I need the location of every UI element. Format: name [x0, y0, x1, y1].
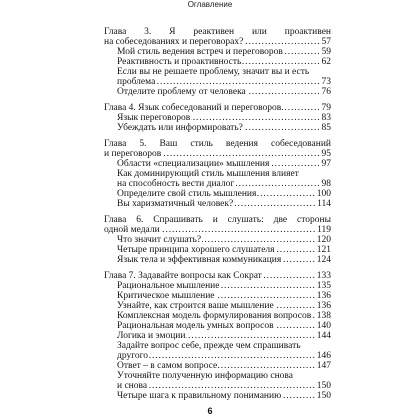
chapter-title-line: Глава 5. Ваш стиль ведения собеседований — [104, 139, 331, 149]
page-number: 97 — [321, 159, 331, 169]
section-title: Области «специализации» мышления — [117, 159, 270, 169]
chapter-title-row — [104, 149, 331, 159]
section-entry — [104, 371, 331, 391]
section-title: Определите свой стиль мышления — [117, 189, 257, 199]
dot-leader — [282, 255, 316, 265]
dot-leader — [161, 225, 316, 235]
page-number: 62 — [321, 57, 331, 67]
dot-leader — [235, 179, 320, 189]
page-number: 73 — [321, 77, 331, 87]
section-entry — [104, 199, 331, 209]
section-entry — [104, 47, 331, 57]
chapter-title-line: и переговоров — [104, 149, 162, 159]
page-number: 138 — [316, 311, 331, 321]
section-entry — [104, 291, 331, 301]
section-entry — [104, 255, 331, 265]
section-entry — [104, 311, 331, 321]
chapter-title-line: Глава 3. Я реактивен или проактивен — [104, 27, 331, 37]
chapter-title-line: Глава 6. Спрашивать и слушать: две стороны — [104, 215, 331, 225]
chapter-title-row — [104, 225, 331, 235]
section-title: Рациональное мышление — [117, 281, 220, 291]
section-title: Язык переговоров — [117, 113, 191, 123]
section-title: Критическое мышление — [117, 291, 215, 301]
section-title-line: Если вы не решаете проблему, значит вы и есть — [117, 67, 310, 77]
page-number: 147 — [316, 361, 331, 371]
running-head: Оглавление — [187, 0, 233, 9]
dot-leader — [148, 381, 316, 391]
dot-leader — [276, 245, 316, 255]
section-title-row — [117, 381, 331, 391]
section-title: Рациональная модель умных вопросов — [117, 321, 274, 331]
page-number: 120 — [316, 235, 331, 245]
dot-leader — [244, 123, 321, 133]
page-number: 57 — [321, 37, 331, 47]
chapter-entry — [104, 103, 331, 133]
chapter-title-row — [104, 37, 331, 47]
section-title: Мой стиль ведения встреч и переговоров — [117, 47, 283, 57]
table-of-contents — [104, 27, 331, 401]
section-title: Четыре шага к правильному пониманию — [117, 391, 282, 401]
dot-leader — [242, 57, 320, 67]
dot-leader — [275, 321, 316, 331]
section-entry — [104, 341, 331, 361]
section-entry — [104, 331, 331, 341]
dot-leader — [149, 351, 316, 361]
section-title-line: проблема — [117, 77, 156, 87]
page-folio-number: 6 — [207, 406, 213, 416]
page-number: 76 — [321, 87, 331, 97]
section-entry — [104, 57, 331, 67]
section-entry — [104, 245, 331, 255]
dot-leader — [275, 301, 316, 311]
page-number: 124 — [316, 255, 331, 265]
dot-leader — [216, 291, 316, 301]
chapter-title-line: Глава 7. Задавайте вопросы как Сократ — [104, 271, 262, 281]
page-number: 133 — [316, 271, 331, 281]
dot-leader — [218, 361, 316, 371]
dot-leader — [263, 271, 316, 281]
page-number: 98 — [321, 179, 331, 189]
page-number: 140 — [316, 321, 331, 331]
section-title-row — [117, 179, 331, 189]
section-title: Что значит слушать? — [117, 235, 202, 245]
section-entry — [104, 67, 331, 87]
section-entry — [104, 301, 331, 311]
page-number: 144 — [316, 331, 331, 341]
page-number: 83 — [321, 113, 331, 123]
chapter-title-row — [104, 103, 331, 113]
dot-leader — [156, 77, 320, 87]
page-number: 79 — [321, 103, 331, 113]
section-title-line: на способность вести диалог — [117, 179, 235, 189]
chapter-entry — [104, 27, 331, 97]
section-title: Узнайте, как строится ваше мышление — [117, 301, 274, 311]
section-entry — [104, 235, 331, 245]
dot-leader — [284, 47, 321, 57]
section-entry — [104, 169, 331, 189]
page-number: 135 — [316, 281, 331, 291]
page-number: 136 — [316, 291, 331, 301]
page-number: 100 — [316, 189, 331, 199]
chapter-entry — [104, 139, 331, 209]
section-title: Отделите проблему от человека — [117, 87, 246, 97]
section-entry — [104, 113, 331, 123]
page-number: 119 — [317, 225, 331, 235]
section-entry — [104, 391, 331, 401]
dot-leader — [234, 199, 316, 209]
page-number: 150 — [316, 391, 331, 401]
dot-leader — [162, 149, 320, 159]
section-title: Язык тела и эффективная коммуникация — [117, 255, 282, 265]
page-number: 121 — [316, 245, 331, 255]
page-number: 136 — [316, 301, 331, 311]
page-number: 150 — [316, 381, 331, 391]
dot-leader — [247, 87, 321, 97]
section-title: Ответ – в самом вопросе — [117, 361, 218, 371]
section-title-row — [117, 77, 331, 87]
section-entry — [104, 361, 331, 371]
section-entry — [104, 281, 331, 291]
section-entry — [104, 321, 331, 331]
chapter-title-line: одной медали — [104, 225, 160, 235]
page-number: 114 — [317, 199, 331, 209]
chapter-title-row — [104, 271, 331, 281]
section-title-line: другого — [117, 351, 149, 361]
page-number: 85 — [321, 123, 331, 133]
page-number: 95 — [321, 149, 331, 159]
section-title-line: Уточняйте полученную информацию снова — [117, 371, 294, 381]
dot-leader — [191, 113, 320, 123]
section-entry — [104, 123, 331, 133]
section-title: Вы харизматичный человек? — [117, 199, 234, 209]
section-entry — [104, 159, 331, 169]
dot-leader — [257, 189, 315, 199]
section-title: Реактивность и проактивность — [117, 57, 242, 67]
dot-leader — [282, 103, 320, 113]
section-title: Комплексная модель формулирования вопросов — [117, 311, 312, 321]
chapter-title-line: Глава 4. Язык собеседований и переговоров — [104, 103, 282, 113]
dot-leader — [186, 331, 315, 341]
page-number: 146 — [316, 351, 331, 361]
page-number: 59 — [321, 47, 331, 57]
section-title-line: Задайте вопрос себе, прежде чем спрашивать — [117, 341, 301, 351]
section-title: Логика и эмоции — [117, 331, 186, 341]
dot-leader — [220, 281, 315, 291]
section-title: Четыре принципа хорошего слушателя — [117, 245, 275, 255]
dot-leader — [282, 391, 316, 401]
section-title-row — [117, 351, 331, 361]
dot-leader — [244, 37, 320, 47]
chapter-entry — [104, 271, 331, 401]
chapter-entry — [104, 215, 331, 265]
section-title: Убеждать или информировать? — [117, 123, 243, 133]
section-entry — [104, 87, 331, 97]
chapter-title-line: на собеседованиях и переговорах? — [104, 37, 244, 47]
dot-leader — [202, 235, 316, 245]
dot-leader — [270, 159, 320, 169]
section-title-line: Как доминирующий стиль мышления влияет — [117, 169, 299, 179]
section-title-line: и снова — [117, 381, 148, 391]
section-entry — [104, 189, 331, 199]
